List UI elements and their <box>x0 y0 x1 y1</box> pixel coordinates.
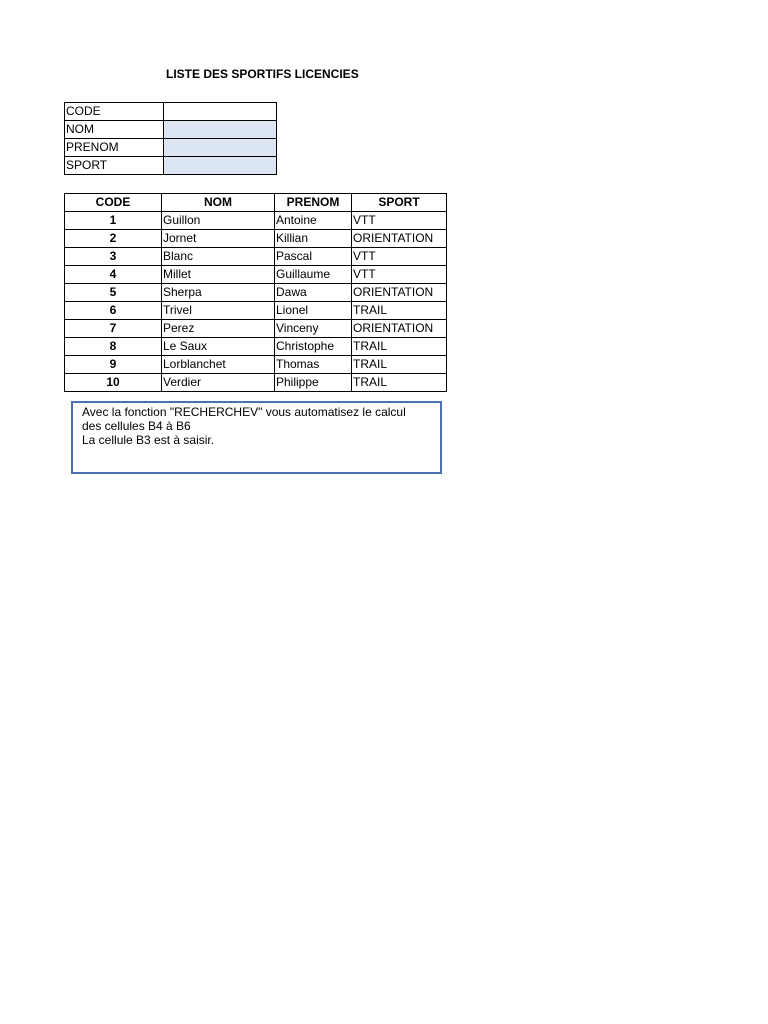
cell-code[interactable]: 6 <box>65 302 162 320</box>
form-output-nom[interactable] <box>164 121 277 139</box>
cell-sport[interactable]: VTT <box>352 212 447 230</box>
table-row <box>65 248 447 266</box>
cell-prenom[interactable]: Killian <box>275 230 352 248</box>
cell-sport[interactable]: TRAIL <box>352 356 447 374</box>
table-row <box>65 266 447 284</box>
table-row <box>65 212 447 230</box>
form-output-prenom[interactable] <box>164 139 277 157</box>
cell-code[interactable]: 2 <box>65 230 162 248</box>
cell-sport[interactable]: ORIENTATION <box>352 284 447 302</box>
form-label-nom: NOM <box>65 121 164 139</box>
cell-code[interactable]: 7 <box>65 320 162 338</box>
table-row <box>65 356 447 374</box>
form-row-prenom <box>65 139 277 157</box>
cell-sport[interactable]: TRAIL <box>352 338 447 356</box>
cell-prenom[interactable]: Pascal <box>275 248 352 266</box>
cell-nom[interactable]: Guillon <box>162 212 275 230</box>
form-row-sport <box>65 157 277 175</box>
cell-prenom[interactable]: Christophe <box>275 338 352 356</box>
table-row <box>65 374 447 392</box>
form-row-nom <box>65 121 277 139</box>
column-header-code: CODE <box>65 194 162 212</box>
form-label-code: CODE <box>65 103 164 121</box>
cell-prenom[interactable]: Lionel <box>275 302 352 320</box>
cell-nom[interactable]: Millet <box>162 266 275 284</box>
cell-prenom[interactable]: Guillaume <box>275 266 352 284</box>
cell-nom[interactable]: Sherpa <box>162 284 275 302</box>
form-label-sport: SPORT <box>65 157 164 175</box>
cell-prenom[interactable]: Antoine <box>275 212 352 230</box>
form-input-code[interactable] <box>164 103 277 121</box>
cell-code[interactable]: 9 <box>65 356 162 374</box>
column-header-prenom: PRENOM <box>275 194 352 212</box>
cell-nom[interactable]: Perez <box>162 320 275 338</box>
note-line: La cellule B3 est à saisir. <box>82 433 215 447</box>
instruction-note-box[interactable] <box>71 401 442 474</box>
page-title: LISTE DES SPORTIFS LICENCIES <box>166 67 359 81</box>
form-row-code <box>65 103 277 121</box>
cell-nom[interactable]: Verdier <box>162 374 275 392</box>
table-row <box>65 284 447 302</box>
cell-nom[interactable]: Trivel <box>162 302 275 320</box>
note-line: Avec la fonction "RECHERCHEV" vous automatisez le calcul <box>82 405 406 419</box>
cell-prenom[interactable]: Vinceny <box>275 320 352 338</box>
cell-sport[interactable]: ORIENTATION <box>352 230 447 248</box>
cell-sport[interactable]: VTT <box>352 248 447 266</box>
cell-nom[interactable]: Lorblanchet <box>162 356 275 374</box>
cell-prenom[interactable]: Philippe <box>275 374 352 392</box>
cell-sport[interactable]: ORIENTATION <box>352 320 447 338</box>
cell-code[interactable]: 5 <box>65 284 162 302</box>
table-row <box>65 338 447 356</box>
cell-sport[interactable]: VTT <box>352 266 447 284</box>
cell-nom[interactable]: Jornet <box>162 230 275 248</box>
cell-nom[interactable]: Blanc <box>162 248 275 266</box>
table-row <box>65 320 447 338</box>
table-row <box>65 230 447 248</box>
cell-prenom[interactable]: Thomas <box>275 356 352 374</box>
column-header-sport: SPORT <box>352 194 447 212</box>
form-output-sport[interactable] <box>164 157 277 175</box>
table-row <box>65 302 447 320</box>
note-line: des cellules B4 à B6 <box>82 419 191 433</box>
column-header-nom: NOM <box>162 194 275 212</box>
cell-sport[interactable]: TRAIL <box>352 374 447 392</box>
cell-sport[interactable]: TRAIL <box>352 302 447 320</box>
cell-nom[interactable]: Le Saux <box>162 338 275 356</box>
cell-prenom[interactable]: Dawa <box>275 284 352 302</box>
cell-code[interactable]: 4 <box>65 266 162 284</box>
table-header-row <box>65 194 447 212</box>
cell-code[interactable]: 1 <box>65 212 162 230</box>
athletes-table <box>64 193 447 392</box>
form-label-prenom: PRENOM <box>65 139 164 157</box>
cell-code[interactable]: 10 <box>65 374 162 392</box>
lookup-form-table <box>64 102 277 175</box>
cell-code[interactable]: 8 <box>65 338 162 356</box>
cell-code[interactable]: 3 <box>65 248 162 266</box>
